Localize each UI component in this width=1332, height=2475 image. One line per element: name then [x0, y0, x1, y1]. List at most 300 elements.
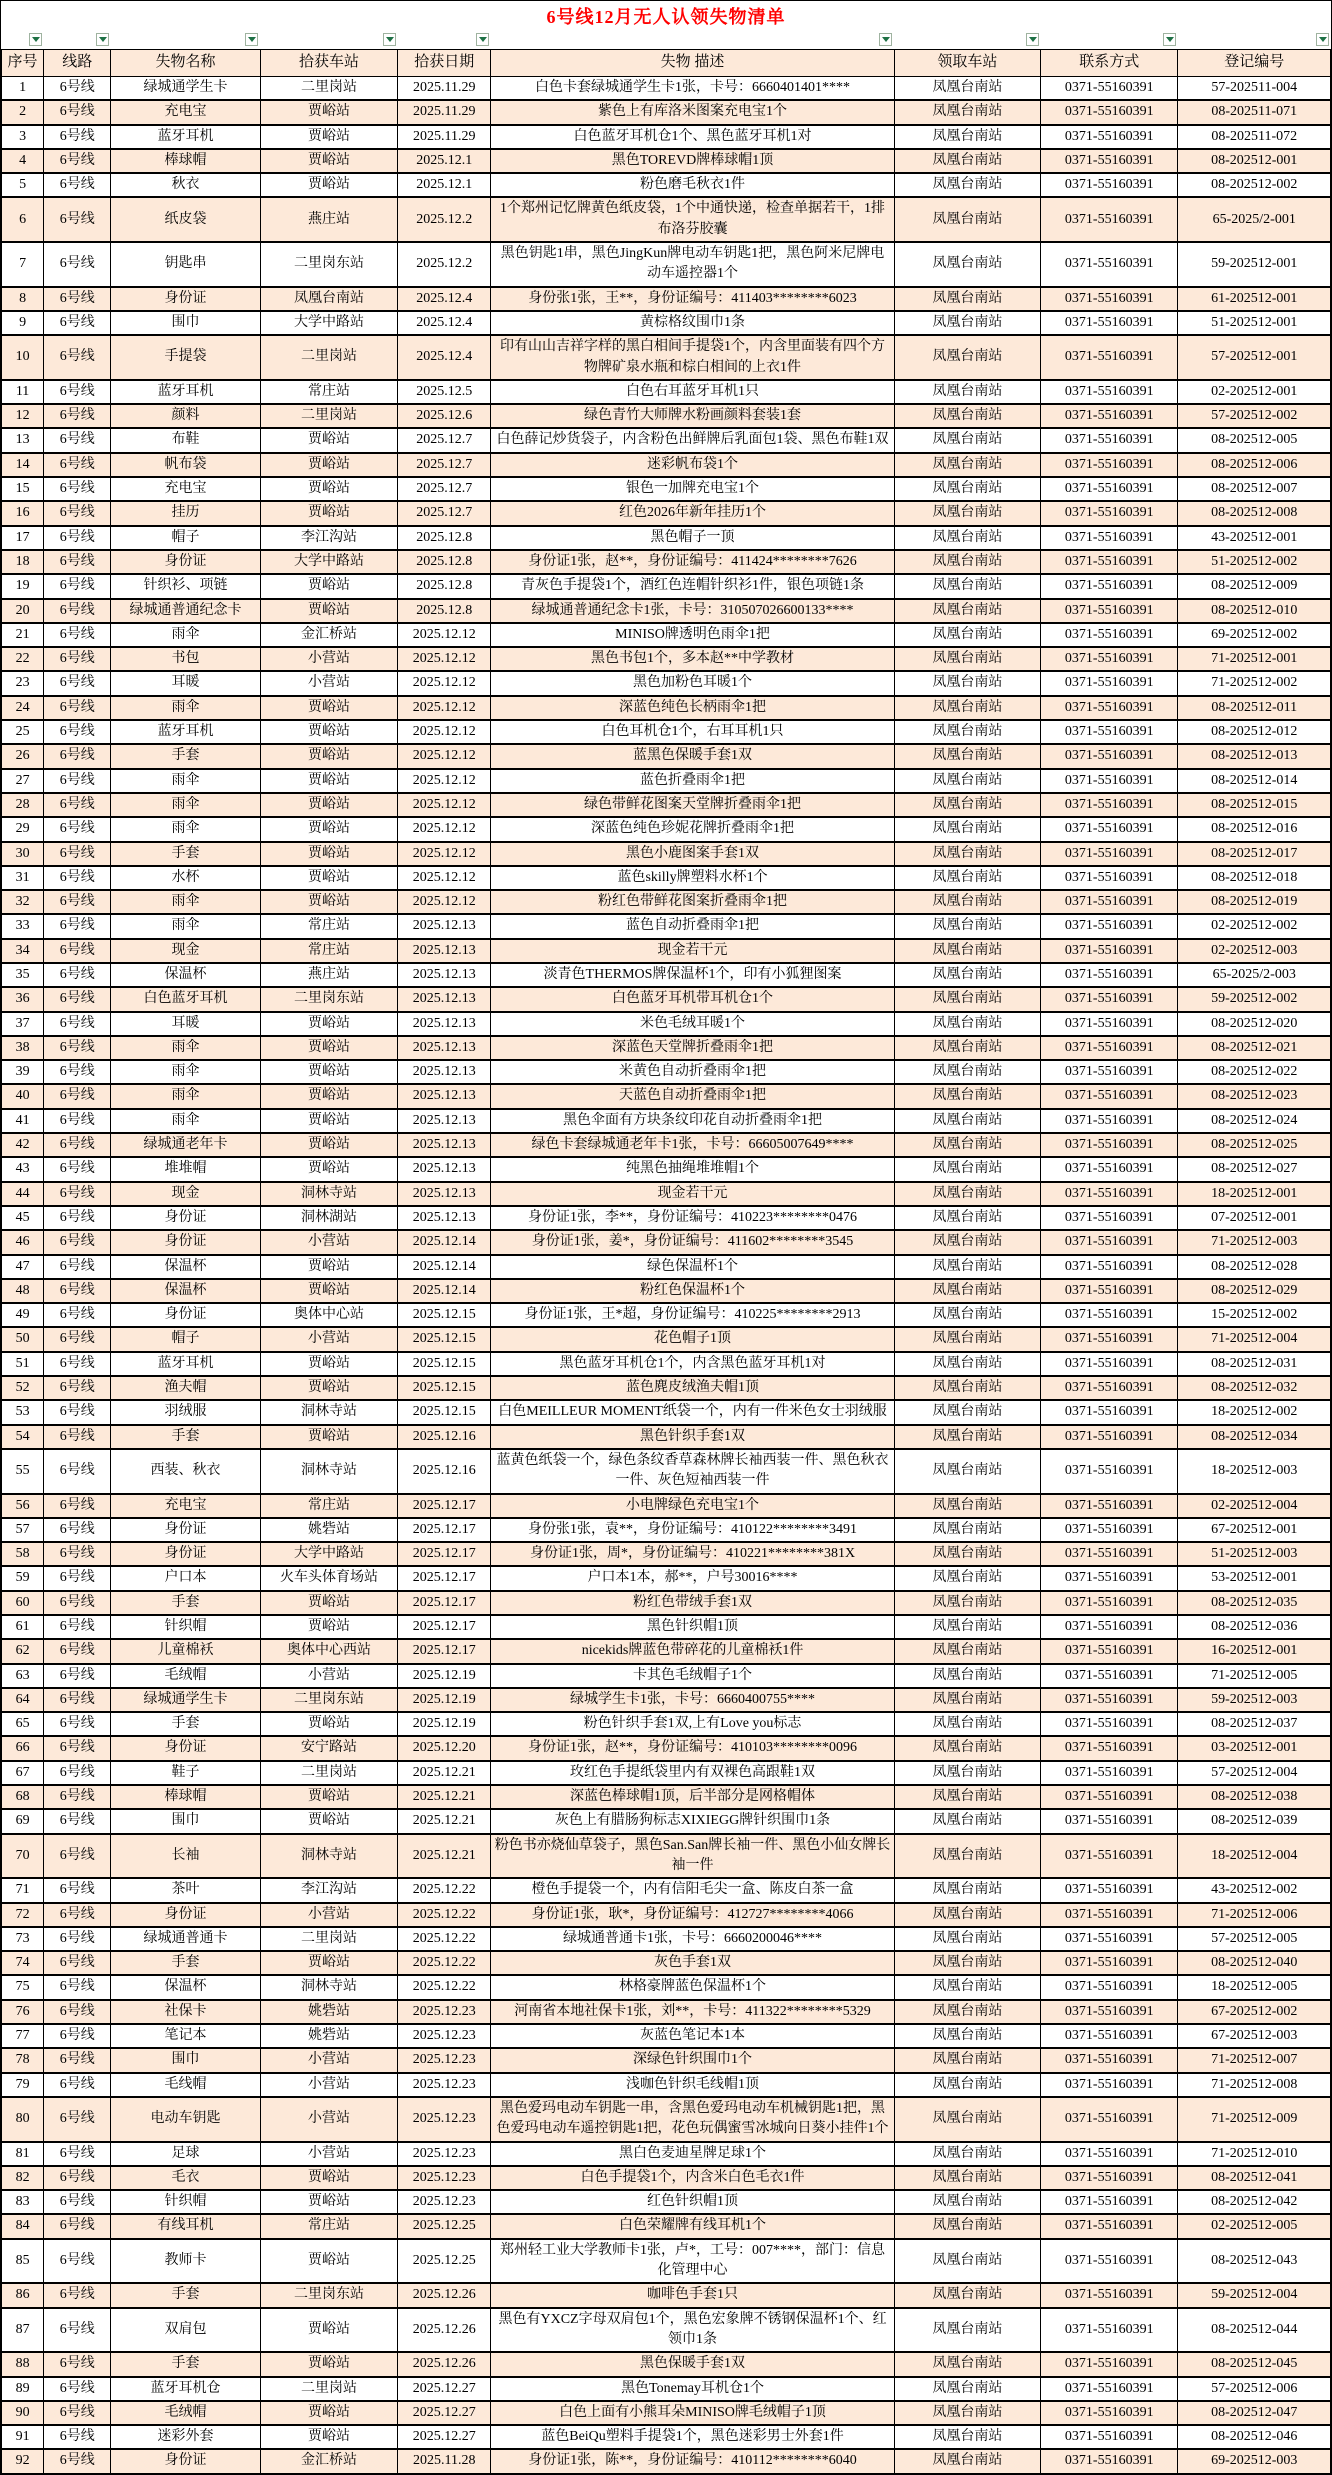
cell-line[interactable]: 6号线 [44, 1903, 111, 1927]
cell-line[interactable]: 6号线 [44, 1303, 111, 1327]
cell-seq[interactable]: 2 [2, 100, 44, 124]
cell-found_station[interactable]: 洞林寺站 [260, 1834, 397, 1879]
cell-found_date[interactable]: 2025.12.12 [398, 671, 491, 695]
cell-pickup_station[interactable]: 凤凰台南站 [894, 311, 1040, 335]
cell-found_date[interactable]: 2025.12.7 [398, 477, 491, 501]
cell-item[interactable]: 雨伞 [111, 769, 260, 793]
cell-description[interactable]: 郑州轻工业大学教师卡1张，卢*，工号：007****，部门：信息化管理中心 [491, 2239, 894, 2284]
cell-item[interactable]: 雨伞 [111, 696, 260, 720]
cell-found_date[interactable]: 2025.12.22 [398, 1951, 491, 1975]
cell-found_date[interactable]: 2025.12.8 [398, 599, 491, 623]
cell-description[interactable]: 白色薛记炒货袋子，内含粉色出鲜牌后乳面包1袋、黑色布鞋1双 [491, 428, 894, 452]
cell-reg_no[interactable]: 08-202512-043 [1178, 2239, 1331, 2284]
cell-found_station[interactable]: 姚砦站 [260, 2000, 397, 2024]
cell-description[interactable]: 黑色爱玛电动车钥匙一串，含黑色爱玛电动车机械钥匙1把，黑色爱玛电动车遥控钥匙1把，花色玩偶蜜雪冰城向日葵小挂件1个 [491, 2097, 894, 2142]
cell-line[interactable]: 6号线 [44, 501, 111, 525]
cell-reg_no[interactable]: 71-202512-008 [1178, 2073, 1331, 2097]
cell-pickup_station[interactable]: 凤凰台南站 [894, 1109, 1040, 1133]
cell-reg_no[interactable]: 59-202512-003 [1178, 1688, 1331, 1712]
cell-seq[interactable]: 60 [2, 1591, 44, 1615]
cell-item[interactable]: 绿城通普通卡 [111, 1927, 260, 1951]
cell-found_station[interactable]: 贾峪站 [260, 890, 397, 914]
cell-reg_no[interactable]: 08-202512-028 [1178, 1255, 1331, 1279]
cell-pickup_station[interactable]: 凤凰台南站 [894, 428, 1040, 452]
cell-pickup_station[interactable]: 凤凰台南站 [894, 1494, 1040, 1518]
cell-found_date[interactable]: 2025.12.21 [398, 1834, 491, 1879]
cell-found_date[interactable]: 2025.12.13 [398, 1206, 491, 1230]
cell-description[interactable]: 绿色青竹大师牌水粉画颜料套装1套 [491, 404, 894, 428]
cell-description[interactable]: 黑色钥匙1串，黑色JingKun牌电动车钥匙1把，黑色阿米尼牌电动车遥控器1个 [491, 242, 894, 287]
cell-found_station[interactable]: 贾峪站 [260, 1809, 397, 1833]
cell-item[interactable]: 身份证 [111, 2449, 260, 2473]
cell-pickup_station[interactable]: 凤凰台南站 [894, 1279, 1040, 1303]
cell-description[interactable]: 黑色TOREVD牌棒球帽1顶 [491, 149, 894, 173]
cell-line[interactable]: 6号线 [44, 1878, 111, 1902]
cell-found_date[interactable]: 2025.12.23 [398, 2097, 491, 2142]
cell-contact[interactable]: 0371-55160391 [1041, 866, 1178, 890]
cell-contact[interactable]: 0371-55160391 [1041, 2425, 1178, 2449]
cell-line[interactable]: 6号线 [44, 2283, 111, 2307]
cell-found_station[interactable]: 贾峪站 [260, 599, 397, 623]
cell-reg_no[interactable]: 69-202512-003 [1178, 2449, 1331, 2473]
cell-pickup_station[interactable]: 凤凰台南站 [894, 599, 1040, 623]
cell-item[interactable]: 身份证 [111, 550, 260, 574]
cell-contact[interactable]: 0371-55160391 [1041, 1327, 1178, 1351]
cell-seq[interactable]: 54 [2, 1425, 44, 1449]
cell-seq[interactable]: 5 [2, 173, 44, 197]
cell-item[interactable]: 迷彩外套 [111, 2425, 260, 2449]
cell-line[interactable]: 6号线 [44, 2048, 111, 2072]
cell-pickup_station[interactable]: 凤凰台南站 [894, 720, 1040, 744]
cell-found_station[interactable]: 贾峪站 [260, 477, 397, 501]
cell-found_station[interactable]: 贾峪站 [260, 2425, 397, 2449]
cell-found_date[interactable]: 2025.12.23 [398, 2073, 491, 2097]
cell-item[interactable]: 身份证 [111, 1903, 260, 1927]
cell-description[interactable]: 灰色上有腊肠狗标志XIXIEGG牌针织围巾1条 [491, 1809, 894, 1833]
cell-item[interactable]: 手套 [111, 2352, 260, 2376]
cell-seq[interactable]: 12 [2, 404, 44, 428]
cell-found_date[interactable]: 2025.12.14 [398, 1255, 491, 1279]
cell-reg_no[interactable]: 08-202512-027 [1178, 1157, 1331, 1181]
cell-item[interactable]: 身份证 [111, 1518, 260, 1542]
cell-item[interactable]: 毛绒帽 [111, 1664, 260, 1688]
cell-description[interactable]: 粉色针织手套1双,上有Love you标志 [491, 1712, 894, 1736]
cell-contact[interactable]: 0371-55160391 [1041, 1230, 1178, 1254]
cell-seq[interactable]: 49 [2, 1303, 44, 1327]
header-found_station[interactable]: 拾获车站 [260, 50, 397, 77]
cell-pickup_station[interactable]: 凤凰台南站 [894, 769, 1040, 793]
cell-line[interactable]: 6号线 [44, 1133, 111, 1157]
cell-description[interactable]: 粉色磨毛秋衣1件 [491, 173, 894, 197]
cell-line[interactable]: 6号线 [44, 1425, 111, 1449]
cell-item[interactable]: 渔夫帽 [111, 1376, 260, 1400]
cell-found_date[interactable]: 2025.12.12 [398, 793, 491, 817]
cell-description[interactable]: 蓝黑色保暖手套1双 [491, 744, 894, 768]
cell-found_date[interactable]: 2025.12.13 [398, 1157, 491, 1181]
cell-seq[interactable]: 4 [2, 149, 44, 173]
cell-found_date[interactable]: 2025.11.29 [398, 100, 491, 124]
cell-found_station[interactable]: 大学中路站 [260, 1542, 397, 1566]
cell-description[interactable]: 绿城通普通纪念卡1张，卡号：310507026600133**** [491, 599, 894, 623]
cell-item[interactable]: 布鞋 [111, 428, 260, 452]
cell-line[interactable]: 6号线 [44, 2024, 111, 2048]
cell-found_station[interactable]: 大学中路站 [260, 550, 397, 574]
cell-line[interactable]: 6号线 [44, 623, 111, 647]
cell-pickup_station[interactable]: 凤凰台南站 [894, 671, 1040, 695]
cell-line[interactable]: 6号线 [44, 842, 111, 866]
cell-reg_no[interactable]: 08-202512-007 [1178, 477, 1331, 501]
cell-reg_no[interactable]: 71-202512-003 [1178, 1230, 1331, 1254]
cell-item[interactable]: 蓝牙耳机仓 [111, 2377, 260, 2401]
cell-item[interactable]: 手套 [111, 1712, 260, 1736]
cell-found_station[interactable]: 贾峪站 [260, 1157, 397, 1181]
cell-found_station[interactable]: 贾峪站 [260, 1109, 397, 1133]
cell-line[interactable]: 6号线 [44, 1785, 111, 1809]
cell-seq[interactable]: 31 [2, 866, 44, 890]
cell-description[interactable]: 玫红色手提纸袋里内有双裸色高跟鞋1双 [491, 1761, 894, 1785]
cell-description[interactable]: 身份证1张，李**，身份证编号：410223********0476 [491, 1206, 894, 1230]
cell-pickup_station[interactable]: 凤凰台南站 [894, 526, 1040, 550]
cell-seq[interactable]: 7 [2, 242, 44, 287]
cell-item[interactable]: 双肩包 [111, 2308, 260, 2353]
cell-found_station[interactable]: 贾峪站 [260, 2401, 397, 2425]
cell-reg_no[interactable]: 69-202512-002 [1178, 623, 1331, 647]
cell-line[interactable]: 6号线 [44, 2401, 111, 2425]
cell-contact[interactable]: 0371-55160391 [1041, 1834, 1178, 1879]
cell-item[interactable]: 社保卡 [111, 2000, 260, 2024]
cell-description[interactable]: 小电牌绿色充电宝1个 [491, 1494, 894, 1518]
cell-item[interactable]: 西装、秋衣 [111, 1449, 260, 1494]
cell-pickup_station[interactable]: 凤凰台南站 [894, 2377, 1040, 2401]
cell-pickup_station[interactable]: 凤凰台南站 [894, 1761, 1040, 1785]
cell-seq[interactable]: 38 [2, 1036, 44, 1060]
cell-found_date[interactable]: 2025.12.17 [398, 1591, 491, 1615]
cell-found_date[interactable]: 2025.12.23 [398, 2166, 491, 2190]
cell-seq[interactable]: 58 [2, 1542, 44, 1566]
cell-contact[interactable]: 0371-55160391 [1041, 817, 1178, 841]
cell-seq[interactable]: 70 [2, 1834, 44, 1879]
cell-found_date[interactable]: 2025.12.13 [398, 963, 491, 987]
cell-found_station[interactable]: 洞林寺站 [260, 1400, 397, 1424]
cell-item[interactable]: 身份证 [111, 1303, 260, 1327]
cell-pickup_station[interactable]: 凤凰台南站 [894, 914, 1040, 938]
cell-reg_no[interactable]: 57-202512-002 [1178, 404, 1331, 428]
cell-contact[interactable]: 0371-55160391 [1041, 842, 1178, 866]
cell-pickup_station[interactable]: 凤凰台南站 [894, 2352, 1040, 2376]
cell-reg_no[interactable]: 08-202512-011 [1178, 696, 1331, 720]
cell-contact[interactable]: 0371-55160391 [1041, 671, 1178, 695]
cell-item[interactable]: 棒球帽 [111, 149, 260, 173]
cell-seq[interactable]: 55 [2, 1449, 44, 1494]
cell-contact[interactable]: 0371-55160391 [1041, 335, 1178, 380]
cell-seq[interactable]: 73 [2, 1927, 44, 1951]
cell-line[interactable]: 6号线 [44, 671, 111, 695]
cell-found_station[interactable]: 李江沟站 [260, 526, 397, 550]
cell-line[interactable]: 6号线 [44, 2425, 111, 2449]
cell-found_station[interactable]: 安宁路站 [260, 1736, 397, 1760]
cell-item[interactable]: 棒球帽 [111, 1785, 260, 1809]
cell-reg_no[interactable]: 18-202512-003 [1178, 1449, 1331, 1494]
cell-seq[interactable]: 82 [2, 2166, 44, 2190]
cell-line[interactable]: 6号线 [44, 1761, 111, 1785]
cell-pickup_station[interactable]: 凤凰台南站 [894, 1352, 1040, 1376]
header-found_date[interactable]: 拾获日期 [398, 50, 491, 77]
cell-description[interactable]: 浅咖色针织毛线帽1顶 [491, 2073, 894, 2097]
cell-pickup_station[interactable]: 凤凰台南站 [894, 1518, 1040, 1542]
cell-contact[interactable]: 0371-55160391 [1041, 1761, 1178, 1785]
cell-found_station[interactable]: 贾峪站 [260, 1255, 397, 1279]
cell-pickup_station[interactable]: 凤凰台南站 [894, 1133, 1040, 1157]
cell-line[interactable]: 6号线 [44, 939, 111, 963]
cell-line[interactable]: 6号线 [44, 1639, 111, 1663]
cell-line[interactable]: 6号线 [44, 1591, 111, 1615]
cell-line[interactable]: 6号线 [44, 1834, 111, 1879]
cell-contact[interactable]: 0371-55160391 [1041, 197, 1178, 242]
cell-contact[interactable]: 0371-55160391 [1041, 1449, 1178, 1494]
filter-dropdown-arrow-icon[interactable] [476, 33, 489, 46]
cell-line[interactable]: 6号线 [44, 100, 111, 124]
cell-description[interactable]: 河南省本地社保卡1张，刘**，卡号：411322********5329 [491, 2000, 894, 2024]
cell-found_date[interactable]: 2025.12.12 [398, 890, 491, 914]
cell-found_date[interactable]: 2025.12.8 [398, 550, 491, 574]
cell-pickup_station[interactable]: 凤凰台南站 [894, 1182, 1040, 1206]
cell-line[interactable]: 6号线 [44, 2377, 111, 2401]
cell-line[interactable]: 6号线 [44, 2308, 111, 2353]
cell-description[interactable]: 身份证1张，赵**，身份证编号：410103********0096 [491, 1736, 894, 1760]
cell-found_station[interactable]: 二里岗站 [260, 77, 397, 101]
cell-found_station[interactable]: 二里岗站 [260, 1761, 397, 1785]
cell-found_date[interactable]: 2025.12.4 [398, 311, 491, 335]
cell-description[interactable]: 深蓝色天堂牌折叠雨伞1把 [491, 1036, 894, 1060]
cell-description[interactable]: 银色一加牌充电宝1个 [491, 477, 894, 501]
cell-seq[interactable]: 39 [2, 1060, 44, 1084]
cell-found_date[interactable]: 2025.12.13 [398, 914, 491, 938]
cell-pickup_station[interactable]: 凤凰台南站 [894, 1303, 1040, 1327]
cell-contact[interactable]: 0371-55160391 [1041, 914, 1178, 938]
cell-seq[interactable]: 92 [2, 2449, 44, 2473]
cell-contact[interactable]: 0371-55160391 [1041, 1157, 1178, 1181]
cell-reg_no[interactable]: 08-202512-020 [1178, 1012, 1331, 1036]
cell-item[interactable]: 充电宝 [111, 100, 260, 124]
cell-contact[interactable]: 0371-55160391 [1041, 2097, 1178, 2142]
cell-contact[interactable]: 0371-55160391 [1041, 769, 1178, 793]
cell-item[interactable]: 保温杯 [111, 1975, 260, 1999]
cell-contact[interactable]: 0371-55160391 [1041, 2308, 1178, 2353]
cell-line[interactable]: 6号线 [44, 1400, 111, 1424]
cell-found_station[interactable]: 大学中路站 [260, 311, 397, 335]
cell-item[interactable]: 雨伞 [111, 1036, 260, 1060]
cell-reg_no[interactable]: 02-202512-004 [1178, 1494, 1331, 1518]
filter-dropdown-arrow-icon[interactable] [1163, 33, 1176, 46]
cell-found_date[interactable]: 2025.12.13 [398, 1036, 491, 1060]
cell-line[interactable]: 6号线 [44, 1376, 111, 1400]
cell-found_date[interactable]: 2025.12.27 [398, 2377, 491, 2401]
cell-item[interactable]: 身份证 [111, 1542, 260, 1566]
cell-reg_no[interactable]: 43-202512-002 [1178, 1878, 1331, 1902]
cell-found_date[interactable]: 2025.12.15 [398, 1376, 491, 1400]
cell-found_station[interactable]: 贾峪站 [260, 1060, 397, 1084]
cell-contact[interactable]: 0371-55160391 [1041, 2048, 1178, 2072]
cell-found_station[interactable]: 小营站 [260, 2142, 397, 2166]
cell-item[interactable]: 白色蓝牙耳机 [111, 987, 260, 1011]
cell-contact[interactable]: 0371-55160391 [1041, 599, 1178, 623]
cell-item[interactable]: 身份证 [111, 287, 260, 311]
cell-pickup_station[interactable]: 凤凰台南站 [894, 1927, 1040, 1951]
cell-reg_no[interactable]: 51-202512-002 [1178, 550, 1331, 574]
cell-pickup_station[interactable]: 凤凰台南站 [894, 1951, 1040, 1975]
cell-found_date[interactable]: 2025.12.17 [398, 1639, 491, 1663]
cell-description[interactable]: 黑色帽子一顶 [491, 526, 894, 550]
cell-reg_no[interactable]: 02-202512-003 [1178, 939, 1331, 963]
cell-contact[interactable]: 0371-55160391 [1041, 2401, 1178, 2425]
cell-item[interactable]: 针织衫、项链 [111, 574, 260, 598]
filter-dropdown-arrow-icon[interactable] [879, 33, 892, 46]
cell-line[interactable]: 6号线 [44, 1975, 111, 1999]
cell-pickup_station[interactable]: 凤凰台南站 [894, 1785, 1040, 1809]
cell-description[interactable]: 黑色针织手套1双 [491, 1425, 894, 1449]
cell-pickup_station[interactable]: 凤凰台南站 [894, 987, 1040, 1011]
cell-found_date[interactable]: 2025.12.17 [398, 1542, 491, 1566]
cell-found_station[interactable]: 金汇桥站 [260, 623, 397, 647]
cell-pickup_station[interactable]: 凤凰台南站 [894, 574, 1040, 598]
cell-pickup_station[interactable]: 凤凰台南站 [894, 1542, 1040, 1566]
cell-found_station[interactable]: 小营站 [260, 2073, 397, 2097]
cell-found_station[interactable]: 奥体中心站 [260, 1303, 397, 1327]
cell-line[interactable]: 6号线 [44, 1542, 111, 1566]
cell-item[interactable]: 充电宝 [111, 477, 260, 501]
cell-contact[interactable]: 0371-55160391 [1041, 2352, 1178, 2376]
cell-item[interactable]: 蓝牙耳机 [111, 1352, 260, 1376]
cell-description[interactable]: 身份证1张，周*，身份证编号：410221********381X [491, 1542, 894, 1566]
cell-line[interactable]: 6号线 [44, 1230, 111, 1254]
cell-line[interactable]: 6号线 [44, 744, 111, 768]
cell-description[interactable]: 咖啡色手套1只 [491, 2283, 894, 2307]
cell-found_date[interactable]: 2025.12.12 [398, 842, 491, 866]
cell-found_station[interactable]: 凤凰台南站 [260, 287, 397, 311]
cell-seq[interactable]: 6 [2, 197, 44, 242]
cell-seq[interactable]: 66 [2, 1736, 44, 1760]
cell-description[interactable]: 白色手提袋1个，内含米白色毛衣1件 [491, 2166, 894, 2190]
cell-contact[interactable]: 0371-55160391 [1041, 550, 1178, 574]
cell-reg_no[interactable]: 08-202512-036 [1178, 1615, 1331, 1639]
cell-found_station[interactable]: 贾峪站 [260, 866, 397, 890]
cell-contact[interactable]: 0371-55160391 [1041, 1182, 1178, 1206]
cell-description[interactable]: 灰色手套1双 [491, 1951, 894, 1975]
cell-contact[interactable]: 0371-55160391 [1041, 720, 1178, 744]
cell-line[interactable]: 6号线 [44, 197, 111, 242]
cell-reg_no[interactable]: 15-202512-002 [1178, 1303, 1331, 1327]
cell-seq[interactable]: 51 [2, 1352, 44, 1376]
cell-found_date[interactable]: 2025.12.12 [398, 744, 491, 768]
cell-item[interactable]: 手提袋 [111, 335, 260, 380]
cell-contact[interactable]: 0371-55160391 [1041, 1639, 1178, 1663]
cell-reg_no[interactable]: 71-202512-001 [1178, 647, 1331, 671]
cell-pickup_station[interactable]: 凤凰台南站 [894, 1809, 1040, 1833]
cell-contact[interactable]: 0371-55160391 [1041, 2190, 1178, 2214]
cell-reg_no[interactable]: 02-202512-002 [1178, 914, 1331, 938]
cell-reg_no[interactable]: 08-202512-021 [1178, 1036, 1331, 1060]
cell-description[interactable]: 身份张1张，王**，身份证编号：411403********6023 [491, 287, 894, 311]
cell-line[interactable]: 6号线 [44, 404, 111, 428]
cell-reg_no[interactable]: 59-202512-001 [1178, 242, 1331, 287]
cell-seq[interactable]: 57 [2, 1518, 44, 1542]
cell-contact[interactable]: 0371-55160391 [1041, 1425, 1178, 1449]
cell-pickup_station[interactable]: 凤凰台南站 [894, 890, 1040, 914]
cell-reg_no[interactable]: 67-202512-003 [1178, 2024, 1331, 2048]
cell-item[interactable]: 户口本 [111, 1566, 260, 1590]
cell-contact[interactable]: 0371-55160391 [1041, 1927, 1178, 1951]
cell-found_station[interactable]: 常庄站 [260, 914, 397, 938]
cell-contact[interactable]: 0371-55160391 [1041, 1084, 1178, 1108]
cell-reg_no[interactable]: 08-202511-071 [1178, 100, 1331, 124]
header-seq[interactable]: 序号 [2, 50, 44, 77]
cell-line[interactable]: 6号线 [44, 477, 111, 501]
cell-reg_no[interactable]: 08-202512-017 [1178, 842, 1331, 866]
cell-found_date[interactable]: 2025.12.22 [398, 1975, 491, 1999]
cell-pickup_station[interactable]: 凤凰台南站 [894, 2283, 1040, 2307]
cell-found_date[interactable]: 2025.12.21 [398, 1809, 491, 1833]
cell-reg_no[interactable]: 08-202512-032 [1178, 1376, 1331, 1400]
cell-found_date[interactable]: 2025.12.21 [398, 1761, 491, 1785]
cell-line[interactable]: 6号线 [44, 173, 111, 197]
cell-description[interactable]: 紫色上有库洛米图案充电宝1个 [491, 100, 894, 124]
cell-contact[interactable]: 0371-55160391 [1041, 242, 1178, 287]
cell-found_date[interactable]: 2025.12.17 [398, 1518, 491, 1542]
cell-found_date[interactable]: 2025.12.23 [398, 2190, 491, 2214]
cell-item[interactable]: 耳暖 [111, 671, 260, 695]
cell-line[interactable]: 6号线 [44, 2097, 111, 2142]
cell-found_date[interactable]: 2025.12.7 [398, 428, 491, 452]
header-contact[interactable]: 联系方式 [1041, 50, 1178, 77]
cell-found_date[interactable]: 2025.11.29 [398, 77, 491, 101]
cell-pickup_station[interactable]: 凤凰台南站 [894, 2000, 1040, 2024]
cell-found_date[interactable]: 2025.12.14 [398, 1230, 491, 1254]
cell-found_date[interactable]: 2025.12.25 [398, 2239, 491, 2284]
cell-found_station[interactable]: 小营站 [260, 1664, 397, 1688]
cell-reg_no[interactable]: 61-202512-001 [1178, 287, 1331, 311]
cell-contact[interactable]: 0371-55160391 [1041, 647, 1178, 671]
cell-description[interactable]: nicekids牌蓝色带碎花的儿童棉袄1件 [491, 1639, 894, 1663]
cell-found_station[interactable]: 小营站 [260, 1230, 397, 1254]
cell-contact[interactable]: 0371-55160391 [1041, 744, 1178, 768]
cell-pickup_station[interactable]: 凤凰台南站 [894, 2214, 1040, 2238]
cell-found_date[interactable]: 2025.12.26 [398, 2283, 491, 2307]
cell-line[interactable]: 6号线 [44, 77, 111, 101]
cell-found_station[interactable]: 小营站 [260, 671, 397, 695]
cell-contact[interactable]: 0371-55160391 [1041, 1400, 1178, 1424]
cell-item[interactable]: 帽子 [111, 1327, 260, 1351]
cell-description[interactable]: 身份证1张，王*超，身份证编号：410225********2913 [491, 1303, 894, 1327]
cell-reg_no[interactable]: 71-202512-010 [1178, 2142, 1331, 2166]
cell-seq[interactable]: 41 [2, 1109, 44, 1133]
cell-line[interactable]: 6号线 [44, 1036, 111, 1060]
cell-description[interactable]: 粉色书亦烧仙草袋子，黑色San.San牌长袖一件、黑色小仙女牌长袖一件 [491, 1834, 894, 1879]
cell-item[interactable]: 现金 [111, 1182, 260, 1206]
cell-reg_no[interactable]: 08-202512-013 [1178, 744, 1331, 768]
cell-contact[interactable]: 0371-55160391 [1041, 501, 1178, 525]
cell-found_date[interactable]: 2025.12.12 [398, 817, 491, 841]
cell-found_station[interactable]: 二里岗东站 [260, 2283, 397, 2307]
cell-description[interactable]: 白色蓝牙耳机带耳机仓1个 [491, 987, 894, 1011]
cell-line[interactable]: 6号线 [44, 1736, 111, 1760]
cell-seq[interactable]: 74 [2, 1951, 44, 1975]
cell-line[interactable]: 6号线 [44, 987, 111, 1011]
cell-found_station[interactable]: 贾峪站 [260, 1615, 397, 1639]
cell-contact[interactable]: 0371-55160391 [1041, 987, 1178, 1011]
cell-item[interactable]: 足球 [111, 2142, 260, 2166]
cell-description[interactable]: 林格豪牌蓝色保温杯1个 [491, 1975, 894, 1999]
cell-contact[interactable]: 0371-55160391 [1041, 623, 1178, 647]
